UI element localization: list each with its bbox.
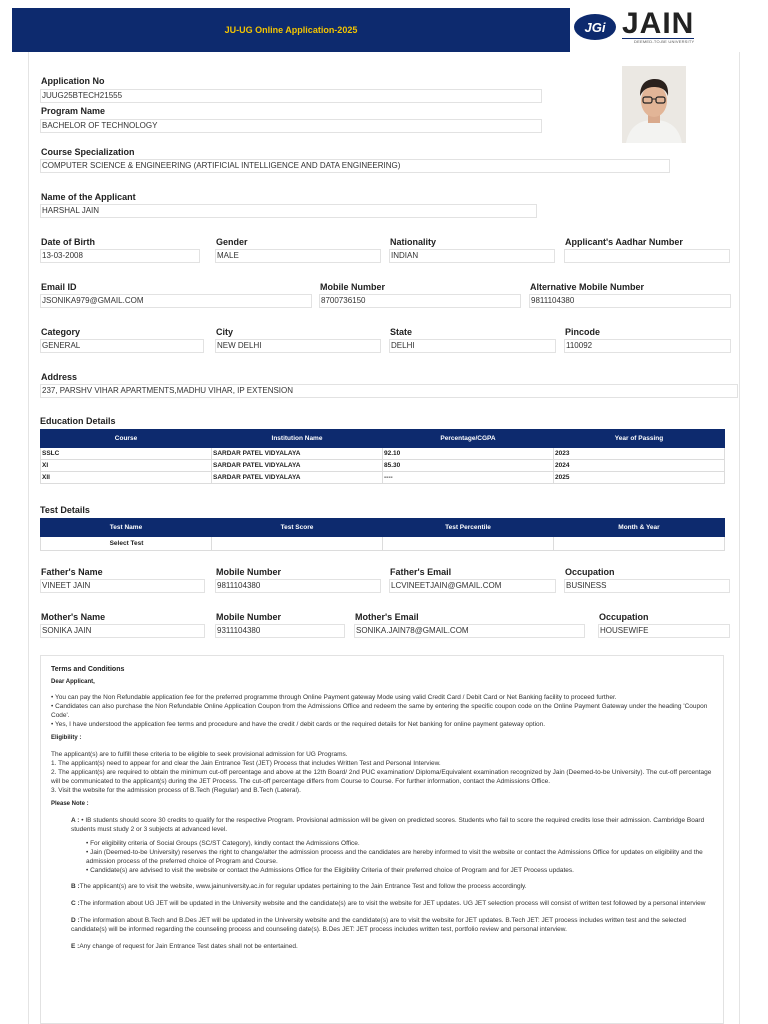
education-cell-institution: SARDAR PATEL VIDYALAYA <box>212 448 383 460</box>
education-header-course: Course <box>41 430 212 448</box>
course-specialization-label: Course Specialization <box>41 147 135 157</box>
eligibility-item-2: 2. The applicant(s) are required to obtain the minimum cut-off percentage and above at the 12th Board/ 2nd PUC examination/ Diploma/Equivalent examination recognized by Jain (Deemed-to-be University). The cut-off percentage will be communicated to the applicant(s) during the JET Process. The cut-off percentage differs from Course to Course. For further information, contact the Admissions Office. <box>51 769 712 785</box>
note-b <box>51 882 713 891</box>
test-cell-name: Select Test <box>41 537 212 551</box>
education-table <box>40 429 725 484</box>
mother-occupation-label: Occupation <box>599 612 649 622</box>
mother-email-label: Mother's Email <box>355 612 419 622</box>
note-b-key: B : <box>71 883 80 890</box>
pincode-field: 110092 <box>564 339 731 353</box>
test-header-month-year: Month & Year <box>554 519 725 537</box>
father-mobile-label: Mobile Number <box>216 567 282 577</box>
university-logo <box>574 8 736 46</box>
note-a-sub-3: • Candidate(s) are advised to visit the website or contact the Admissions Office for the Eligibility Criteria of their preferred choice of Program and for JET Process updates. <box>86 867 574 874</box>
category-label: Category <box>41 327 81 337</box>
applicant-name-field: HARSHAL JAIN <box>40 204 537 218</box>
terms-salutation: Dear Applicant, <box>51 679 95 685</box>
applicant-name-label: Name of the Applicant <box>41 192 136 202</box>
terms-and-conditions <box>40 655 724 1024</box>
education-header-percentage: Percentage/CGPA <box>383 430 554 448</box>
note-d-key: D : <box>71 917 80 924</box>
program-name-field: BACHELOR OF TECHNOLOGY <box>40 119 542 133</box>
terms-title: Terms and Conditions <box>51 666 125 673</box>
note-a-text: • IB students should score 30 credits to qualify for the respective Program. Provisional admission will be given on predicted scores. Students who fail to score the required credits lose their admission. Cambridge Board students must study 2 or 3 subjects at advanced level. <box>71 817 705 833</box>
mother-email-field: SONIKA.JAIN78@GMAIL.COM <box>354 624 585 638</box>
father-email-label: Father's Email <box>390 567 452 577</box>
dob-field: 13-03-2008 <box>40 249 200 263</box>
note-c-key: C : <box>71 900 80 907</box>
education-cell-institution: SARDAR PATEL VIDYALAYA <box>212 472 383 484</box>
email-label: Email ID <box>41 282 77 292</box>
application-no-label: Application No <box>41 76 105 86</box>
terms-bullet-payment: • You can pay the Non Refundable application fee for the preferred programme through Online Payment gateway Mode using valid Credit Card / Debit Card or Net Banking facility to proceed further. <box>51 694 617 701</box>
test-section-title: Test Details <box>40 505 90 515</box>
test-header-percentile: Test Percentile <box>383 519 554 537</box>
email-field: JSONIKA979@GMAIL.COM <box>40 294 312 308</box>
course-specialization-field: COMPUTER SCIENCE & ENGINEERING (ARTIFICIAL INTELLIGENCE AND DATA ENGINEERING) <box>40 159 670 173</box>
father-mobile-field: 9811104380 <box>215 579 381 593</box>
application-no-field: JUUG25BTECH21555 <box>40 89 542 103</box>
education-cell-year: 2024 <box>554 460 725 472</box>
education-section-title: Education Details <box>40 416 116 426</box>
pincode-label: Pincode <box>565 327 601 337</box>
education-cell-percentage: ---- <box>383 472 554 484</box>
gender-field: MALE <box>215 249 381 263</box>
jgi-logo-mark: JGi <box>574 14 616 40</box>
address-label: Address <box>41 372 78 382</box>
mobile-field: 8700736150 <box>319 294 521 308</box>
gender-label: Gender <box>216 237 248 247</box>
eligibility-intro: The applicant(s) are to fulfill these criteria to be eligible to seek provisional admission for UG Programs. <box>51 751 348 758</box>
jain-logo-text: JAIN <box>622 7 695 40</box>
terms-bullet-acknowledge: • Yes, I have understood the application fee terms and procedure and have the credit / debit cards or the required details for Net banking for online payment gateway option. <box>51 721 546 728</box>
nationality-field: INDIAN <box>389 249 555 263</box>
test-table <box>40 518 725 551</box>
aadhar-field <box>564 249 730 263</box>
note-a <box>51 816 713 834</box>
mother-mobile-label: Mobile Number <box>216 612 282 622</box>
note-d-text: The information about B.Tech and B.Des JET will be updated in the University website and the candidate(s) are to visit the website for JET updates. B.Tech JET: JET process includes written test and the selected candidate(s) will be informed regarding the counseling process and counseling date(s). B.Des JET: JET process includes written test, portfolio review and personal interview. <box>71 917 686 933</box>
education-cell-course: XII <box>41 472 212 484</box>
eligibility-heading: Eligibility : <box>51 735 82 741</box>
table-row <box>41 472 725 484</box>
father-name-field: VINEET JAIN <box>40 579 205 593</box>
eligibility-item-1: 1. The applicant(s) need to appear for and clear the Jain Entrance Test (JET) Process that includes Written Test and Personal Interview. <box>51 760 441 767</box>
nationality-label: Nationality <box>390 237 437 247</box>
mother-mobile-field: 9311104380 <box>215 624 345 638</box>
note-a-sub-1: • For eligibility criteria of Social Groups (SC/ST Category), kindly contact the Admissions Office. <box>86 840 360 847</box>
father-occupation-field: BUSINESS <box>564 579 730 593</box>
education-header-institution: Institution Name <box>212 430 383 448</box>
father-occupation-label: Occupation <box>565 567 615 577</box>
table-row <box>41 448 725 460</box>
note-b-text: The applicant(s) are to visit the website, www.jainuniversity.ac.in for regular updates pertaining to the Jain Entrance Test and follow the process accordingly. <box>79 883 527 890</box>
note-e-text: Any change of request for Jain Entrance Test dates shall not be entertained. <box>79 943 298 950</box>
state-label: State <box>390 327 413 337</box>
applicant-photo <box>622 66 686 143</box>
mother-name-field: SONIKA JAIN <box>40 624 205 638</box>
education-cell-year: 2025 <box>554 472 725 484</box>
education-cell-percentage: 85.30 <box>383 460 554 472</box>
state-field: DELHI <box>389 339 556 353</box>
education-cell-institution: SARDAR PATEL VIDYALAYA <box>212 460 383 472</box>
aadhar-label: Applicant's Aadhar Number <box>565 237 683 247</box>
note-d <box>51 916 713 934</box>
table-row <box>41 460 725 472</box>
note-e <box>51 942 713 951</box>
mother-occupation-field: HOUSEWIFE <box>598 624 730 638</box>
mother-name-label: Mother's Name <box>41 612 106 622</box>
test-header-score: Test Score <box>212 519 383 537</box>
note-c-text: The information about UG JET will be updated in the University website and the candidate(s) are to visit the website for JET updates. UG JET selection process will consist of written test followed by a personal interview <box>79 900 706 907</box>
education-cell-course: SSLC <box>41 448 212 460</box>
test-cell-month-year <box>554 537 725 551</box>
note-a-key: A : <box>71 817 80 824</box>
category-field: GENERAL <box>40 339 204 353</box>
education-cell-percentage: 92.10 <box>383 448 554 460</box>
address-field: 237, PARSHV VIHAR APARTMENTS,MADHU VIHAR, IP EXTENSION <box>40 384 738 398</box>
note-c <box>51 899 713 908</box>
education-cell-course: XI <box>41 460 212 472</box>
test-cell-percentile <box>383 537 554 551</box>
note-a-sub-2: • Jain (Deemed-to-be University) reserves the right to change/alter the admission process and the candidates are hereby informed to visit the website or contact the Admissions Office for updates on eligibility and the admission process of the preferred choice of Program and Course. <box>86 849 703 865</box>
test-header-name: Test Name <box>41 519 212 537</box>
jain-logo-subtitle: DEEMED-TO-BE UNIVERSITY <box>622 38 694 44</box>
please-note-heading: Please Note : <box>51 801 89 807</box>
header-bar <box>12 8 570 52</box>
test-cell-score <box>212 537 383 551</box>
alt-mobile-label: Alternative Mobile Number <box>530 282 645 292</box>
note-e-key: E : <box>71 943 80 950</box>
eligibility-item-3: 3. Visit the website for the admission process of B.Tech (Regular) and B.Tech (Lateral). <box>51 787 301 794</box>
program-name-label: Program Name <box>41 106 106 116</box>
alt-mobile-field: 9811104380 <box>529 294 731 308</box>
city-label: City <box>216 327 234 337</box>
terms-bullet-coupon: • Candidates can also purchase the Non Refundable Online Application Coupon from the Admissions Office and redeem the same by entering the specific coupon code on the Online Payment Gateway under the heading 'Coupon Code'. <box>51 703 708 719</box>
education-header-year: Year of Passing <box>554 430 725 448</box>
table-row <box>41 537 725 551</box>
page-title: JU-UG Online Application-2025 <box>224 25 358 35</box>
dob-label: Date of Birth <box>41 237 95 247</box>
education-cell-year: 2023 <box>554 448 725 460</box>
father-name-label: Father's Name <box>41 567 103 577</box>
father-email-field: LCVINEETJAIN@GMAIL.COM <box>389 579 556 593</box>
city-field: NEW DELHI <box>215 339 381 353</box>
mobile-label: Mobile Number <box>320 282 386 292</box>
